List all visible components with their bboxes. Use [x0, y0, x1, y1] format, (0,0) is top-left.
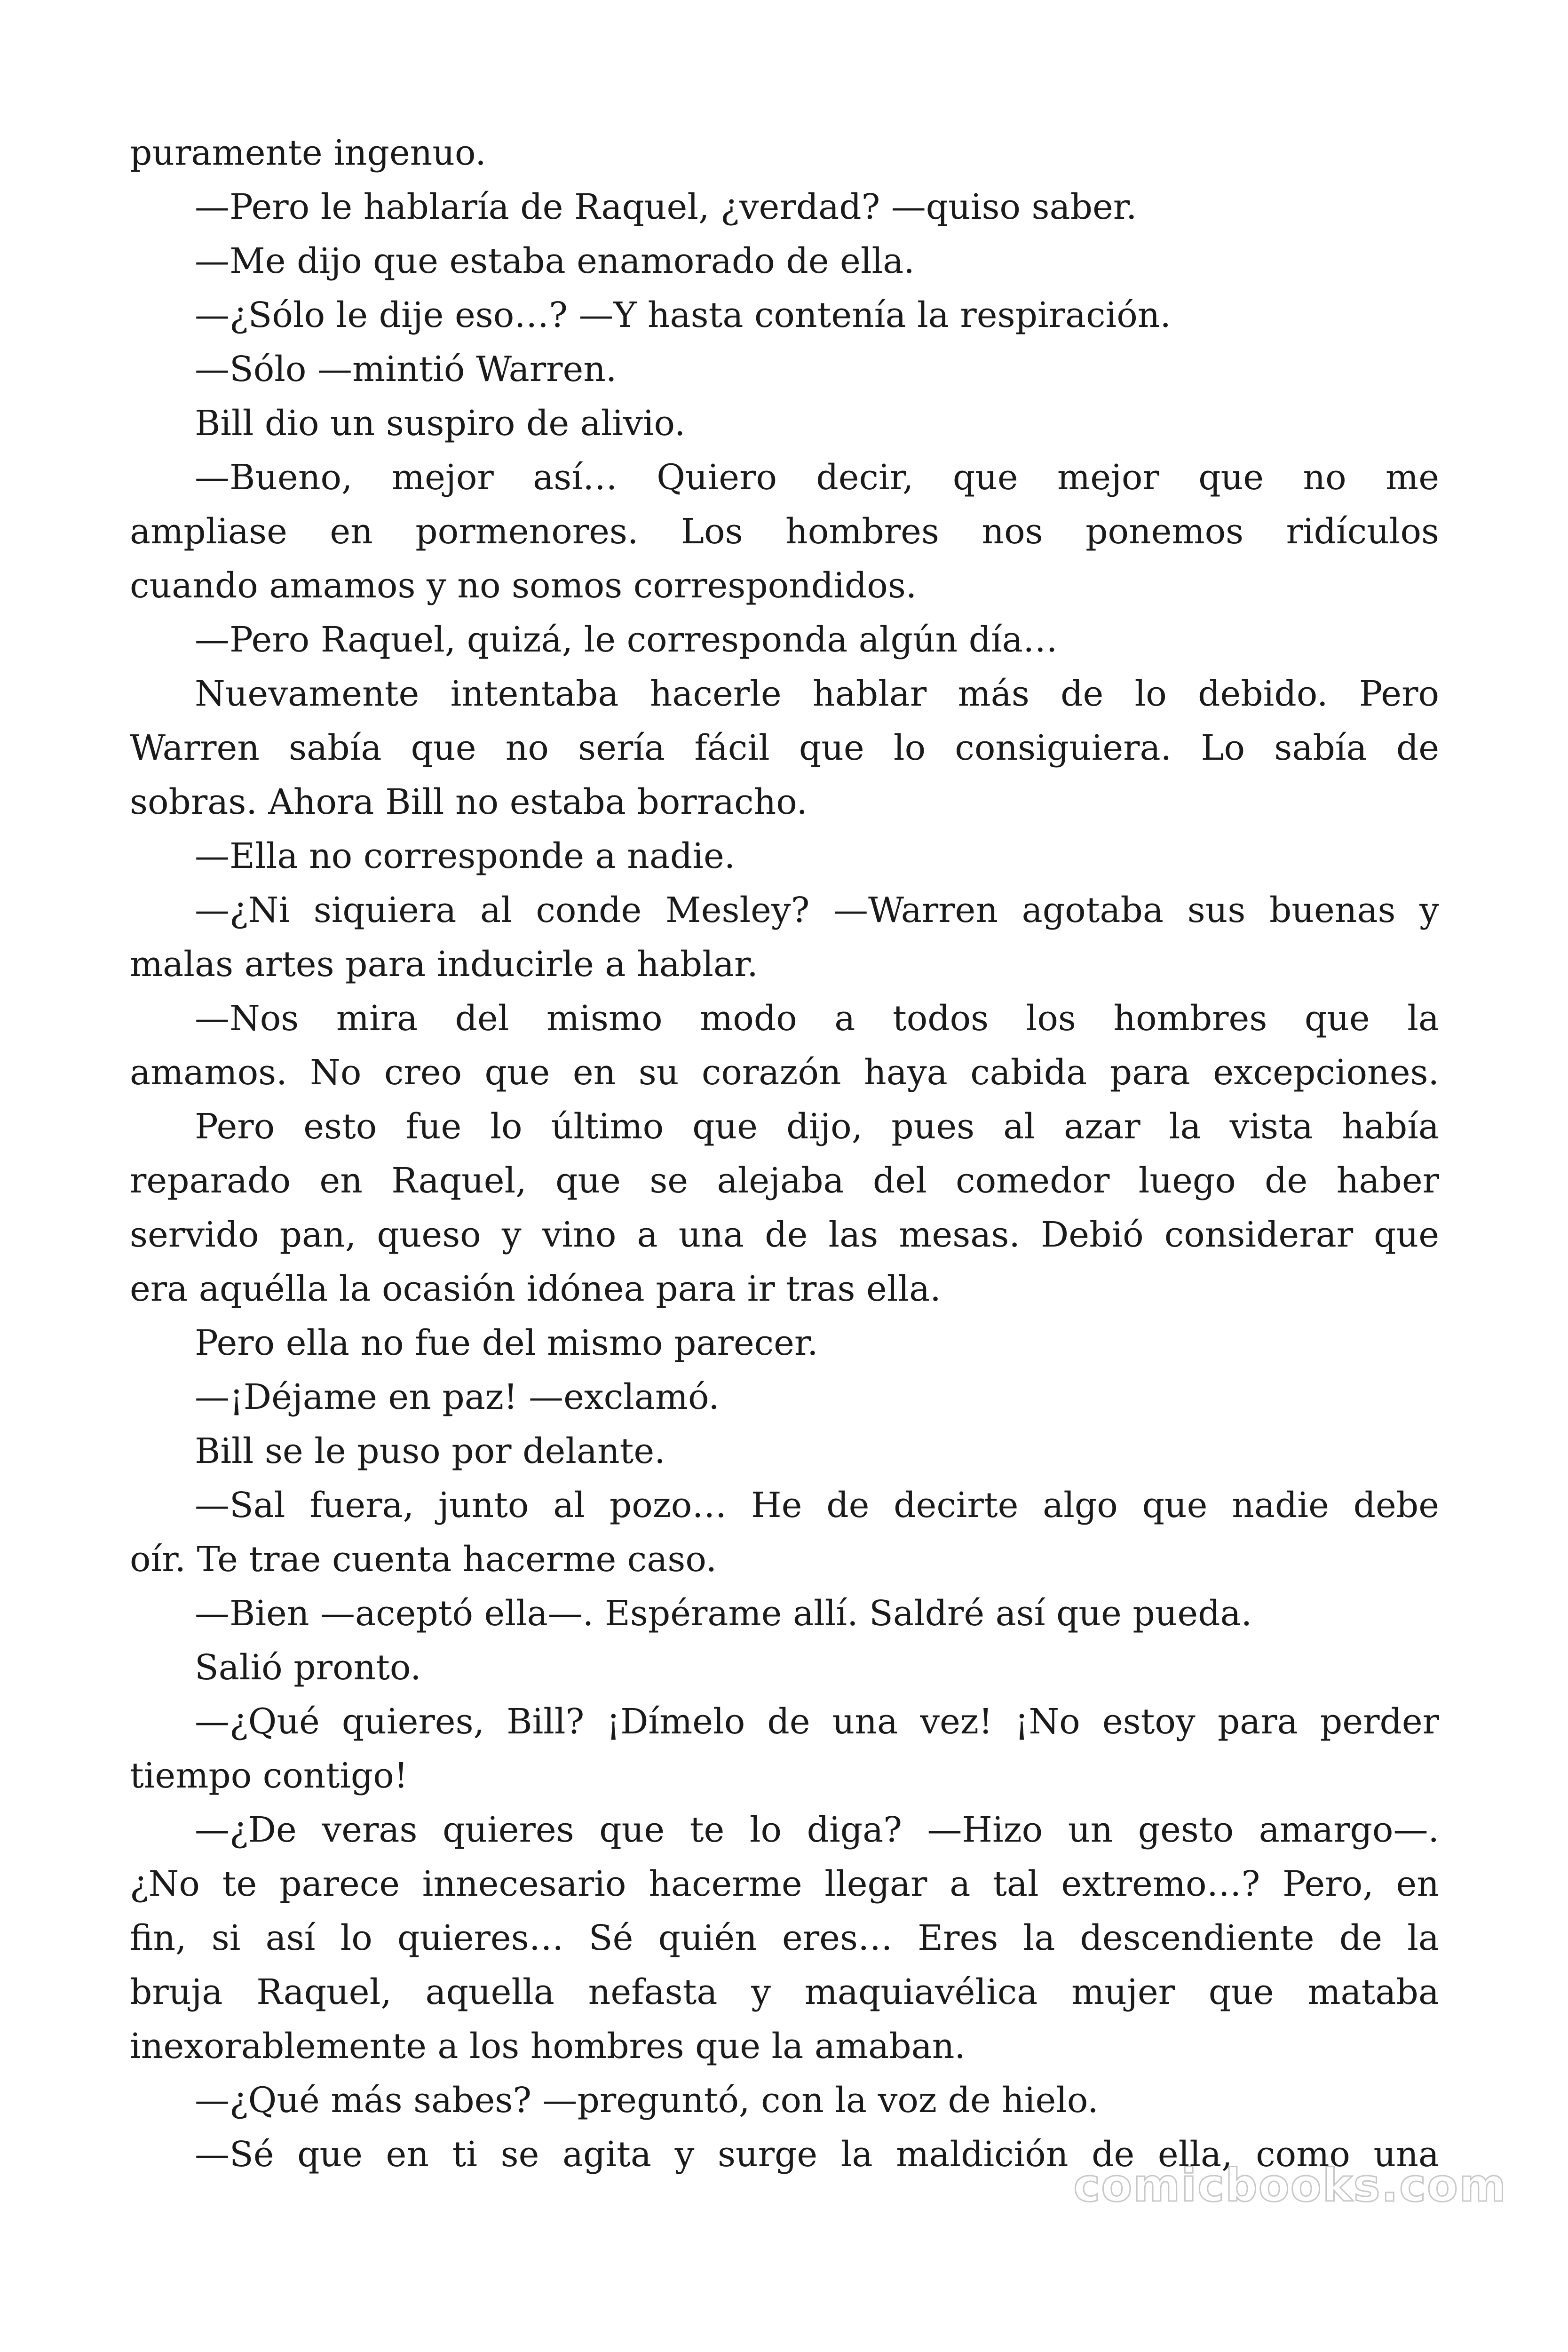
watermark-logo: comicbooks.com — [1073, 2159, 1507, 2212]
text-line: Nuevamente intentaba hacerle hablar más de lo debido. Pero — [195, 674, 1439, 714]
text-line: reparado en Raquel, que se alejaba del comedor luego de haber — [130, 1160, 1439, 1201]
text-line: —¿De veras quieres que te lo diga? —Hizo un gesto amargo—. — [195, 1810, 1439, 1850]
text-line: —Nos mira del mismo modo a todos los hombres que la — [195, 998, 1439, 1039]
text-line: fin, si así lo quieres… Sé quién eres… Eres la descendiente de la — [130, 1918, 1439, 1958]
text-line: —¿Ni siquiera al conde Mesley? —Warren agotaba sus buenas y — [195, 890, 1439, 930]
text-line: cuando amamos y no somos correspondidos. — [130, 565, 917, 606]
text-line: amamos. No creo que en su corazón haya cabida para excepciones. — [130, 1052, 1439, 1093]
text-line: —¿Qué más sabes? —preguntó, con la voz de hielo. — [195, 2080, 1099, 2121]
book-page-text — [130, 126, 1439, 2182]
text-line: —Ella no corresponde a nadie. — [195, 836, 736, 876]
text-line: Bill dio un suspiro de alivio. — [195, 403, 686, 444]
text-line: ampliase en pormenores. Los hombres nos ponemos ridículos — [130, 511, 1439, 552]
text-line: —Bueno, mejor así… Quiero decir, que mejor que no me — [195, 457, 1439, 498]
text-line: —¡Déjame en paz! —exclamó. — [195, 1377, 720, 1417]
text-line: —¿Qué quieres, Bill? ¡Dímelo de una vez! ¡No estoy para perder — [195, 1701, 1439, 1742]
text-line: Bill se le puso por delante. — [195, 1431, 665, 1471]
text-line: —¿Sólo le dije eso…? —Y hasta contenía la respiración. — [195, 295, 1171, 335]
text-line: sobras. Ahora Bill no estaba borracho. — [130, 782, 808, 822]
text-line: —Bien —aceptó ella—. Espérame allí. Saldré así que pueda. — [195, 1593, 1252, 1634]
text-line: ¿No te parece innecesario hacerme llegar a tal extremo…? Pero, en — [130, 1864, 1439, 1904]
text-line: Pero esto fue lo último que dijo, pues al azar la vista había — [195, 1106, 1439, 1147]
text-line: servido pan, queso y vino a una de las mesas. Debió considerar que — [130, 1215, 1439, 1255]
text-line: —Sal fuera, junto al pozo… He de decirte algo que nadie debe — [195, 1485, 1439, 1526]
text-line: era aquélla la ocasión idónea para ir tras ella. — [130, 1269, 941, 1309]
text-line: —Sólo —mintió Warren. — [195, 349, 617, 389]
text-line: —Pero Raquel, quizá, le corresponda algún día… — [195, 620, 1058, 660]
text-line: Pero ella no fue del mismo parecer. — [195, 1323, 818, 1363]
text-line: Warren sabía que no sería fácil que lo consiguiera. Lo sabía de — [130, 728, 1439, 768]
text-line: Salió pronto. — [195, 1647, 421, 1688]
text-line: bruja Raquel, aquella nefasta y maquiavélica mujer que mataba — [130, 1972, 1439, 2012]
text-line: inexorablemente a los hombres que la amaban. — [130, 2026, 966, 2066]
text-line: —Sé que en ti se agita y surge la maldición de ella, como una — [195, 2134, 1439, 2175]
text-line: oír. Te trae cuenta hacerme caso. — [130, 1539, 717, 1580]
text-line: tiempo contigo! — [130, 1756, 408, 1796]
text-line: puramente ingenuo. — [130, 133, 486, 173]
text-line: malas artes para inducirle a hablar. — [130, 944, 758, 985]
text-line: —Me dijo que estaba enamorado de ella. — [195, 241, 915, 281]
text-line: —Pero le hablaría de Raquel, ¿verdad? —quiso saber. — [195, 187, 1137, 227]
